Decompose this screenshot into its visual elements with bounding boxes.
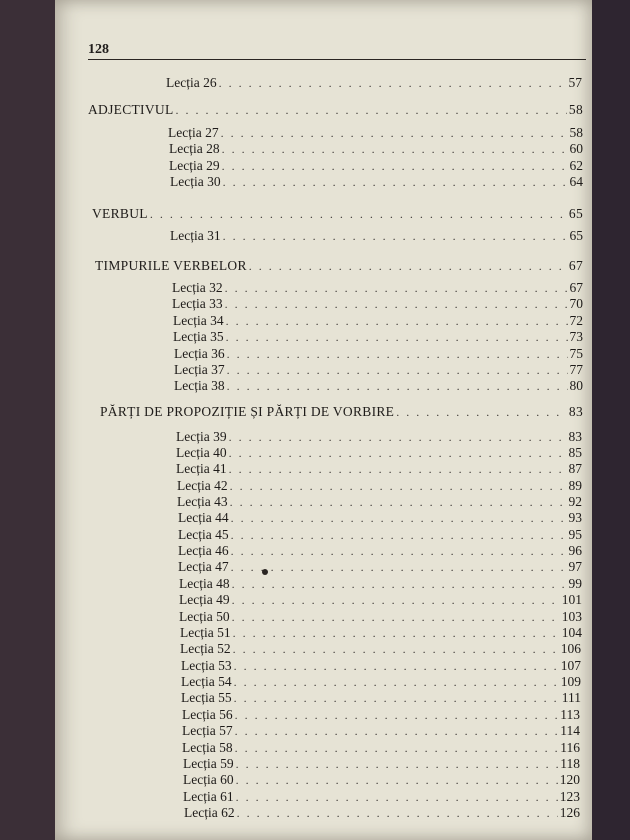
toc-lesson-entry: [172, 295, 583, 312]
toc-entry-page: 85: [568, 445, 582, 460]
toc-lesson-entry: [166, 74, 582, 91]
dot-leader: [219, 75, 567, 92]
toc-entry-label: TIMPURILE VERBELOR: [95, 258, 247, 273]
dot-leader: [176, 102, 567, 119]
dot-leader: [236, 772, 558, 789]
dot-leader: [229, 461, 567, 478]
toc-lesson-entry: [181, 689, 581, 706]
toc-entry-label: Lecția 60: [183, 772, 234, 787]
header-rule: [88, 59, 586, 60]
toc-lesson-entry: [178, 558, 582, 575]
toc-lesson-entry: [168, 124, 583, 141]
toc-entry-page: 67: [568, 258, 583, 273]
toc-entry-label: Lecția 57: [182, 723, 233, 738]
toc-entry-label: Lecția 47: [178, 559, 229, 574]
toc-entry-label: Lecția 53: [181, 658, 232, 673]
background-left: [0, 0, 55, 840]
toc-entry-page: 73: [569, 329, 583, 344]
toc-entry-page: 67: [569, 280, 583, 295]
toc-lesson-entry: [176, 428, 582, 445]
toc-entry-page: 118: [560, 756, 580, 771]
toc-entry-label: Lecția 45: [178, 527, 229, 542]
ink-spot: [262, 569, 268, 575]
toc-entry-label: Lecția 37: [174, 362, 225, 377]
toc-entry-page: 62: [569, 158, 583, 173]
toc-entry-label: VERBUL: [92, 206, 148, 221]
toc-entry-label: Lecția 52: [180, 641, 231, 656]
toc-entry-label: Lecția 43: [177, 494, 228, 509]
toc-lesson-entry: [178, 542, 582, 559]
toc-entry-label: Lecția 32: [172, 280, 223, 295]
toc-entry-page: 75: [569, 346, 583, 361]
toc-entry-label: Lecția 35: [173, 329, 224, 344]
toc-entry-label: Lecția 51: [180, 625, 231, 640]
toc-entry-page: 123: [559, 789, 580, 804]
toc-entry-page: 106: [560, 641, 581, 656]
toc-section-entry: [95, 257, 583, 274]
toc-entry-label: Lecția 49: [179, 592, 230, 607]
toc-lesson-entry: [170, 173, 583, 190]
toc-lesson-entry: [183, 755, 580, 772]
toc-lesson-entry: [184, 804, 580, 821]
dot-leader: [225, 296, 568, 313]
toc-entry-page: 104: [561, 625, 582, 640]
toc-entry-label: Lecția 59: [183, 756, 234, 771]
toc-lesson-entry: [177, 493, 582, 510]
toc-entry-page: 107: [560, 658, 581, 673]
dot-leader: [227, 378, 568, 395]
toc-lesson-entry: [182, 706, 580, 723]
toc-entry-label: ADJECTIVUL: [88, 102, 174, 117]
toc-entry-page: 109: [560, 674, 581, 689]
toc-entry-page: 101: [561, 592, 582, 607]
toc-entry-label: Lecția 46: [178, 543, 229, 558]
toc-entry-label: Lecția 39: [176, 429, 227, 444]
toc-entry-page: 116: [560, 740, 580, 755]
toc-lesson-entry: [180, 624, 582, 641]
toc-lesson-entry: [176, 460, 582, 477]
toc-entry-page: 57: [568, 75, 582, 90]
toc-entry-label: Lecția 40: [176, 445, 227, 460]
toc-entry-page: 64: [569, 174, 583, 189]
toc-lesson-entry: [179, 608, 582, 625]
toc-lesson-entry: [182, 722, 580, 739]
toc-lesson-entry: [182, 739, 580, 756]
dot-leader: [237, 805, 558, 822]
dot-leader: [235, 723, 559, 740]
toc-entry-label: Lecția 56: [182, 707, 233, 722]
toc-entry-page: 92: [568, 494, 582, 509]
toc-entry-label: Lecția 58: [182, 740, 233, 755]
toc-lesson-entry: [170, 227, 583, 244]
toc-entry-label: Lecția 48: [179, 576, 230, 591]
dot-leader: [232, 592, 560, 609]
toc-entry-page: 97: [568, 559, 582, 574]
toc-entry-label: Lecția 41: [176, 461, 227, 476]
toc-lesson-entry: [183, 771, 580, 788]
toc-lesson-entry: [172, 279, 583, 296]
toc-entry-label: Lecția 38: [174, 378, 225, 393]
toc-entry-label: Lecția 55: [181, 690, 232, 705]
toc-entry-label: Lecția 44: [178, 510, 229, 525]
toc-lesson-entry: [179, 575, 582, 592]
toc-lesson-entry: [169, 140, 583, 157]
toc-entry-label: Lecția 61: [183, 789, 234, 804]
toc-entry-page: 103: [561, 609, 582, 624]
toc-entry-label: Lecția 34: [173, 313, 224, 328]
toc-entry-page: 111: [561, 690, 581, 705]
toc-section-entry: [88, 101, 583, 118]
toc-entry-page: 65: [568, 206, 583, 221]
toc-lesson-entry: [174, 361, 583, 378]
dot-leader: [231, 559, 567, 576]
toc-entry-page: 99: [568, 576, 582, 591]
toc-entry-page: 72: [569, 313, 583, 328]
toc-lesson-entry: [181, 673, 581, 690]
toc-entry-page: 83: [568, 404, 583, 419]
toc-entry-page: 87: [568, 461, 582, 476]
toc-entry-page: 93: [568, 510, 582, 525]
toc-lesson-entry: [178, 526, 582, 543]
toc-entry-page: 120: [559, 772, 580, 787]
toc-lesson-entry: [180, 640, 581, 657]
toc-entry-page: 70: [569, 296, 583, 311]
toc-entry-label: Lecția 50: [179, 609, 230, 624]
toc-entry-page: 96: [568, 543, 582, 558]
toc-entry-page: 114: [560, 723, 580, 738]
toc-entry-page: 77: [569, 362, 583, 377]
toc-entry-label: Lecția 62: [184, 805, 235, 820]
toc-entry-label: Lecția 30: [170, 174, 221, 189]
toc-lesson-entry: [179, 591, 582, 608]
toc-entry-page: 80: [569, 378, 583, 393]
toc-entry-page: 83: [568, 429, 582, 444]
background-right: [592, 0, 630, 840]
dot-leader: [226, 329, 568, 346]
toc-section-entry: [100, 403, 583, 420]
toc-entry-page: 60: [569, 141, 583, 156]
toc-entry-label: Lecția 26: [166, 75, 217, 90]
toc-entry-page: 89: [568, 478, 582, 493]
toc-entry-page: 95: [568, 527, 582, 542]
toc-lesson-entry: [169, 157, 583, 174]
toc-entry-label: Lecția 54: [181, 674, 232, 689]
dot-leader: [249, 258, 567, 275]
toc-lesson-entry: [173, 328, 583, 345]
dot-leader: [223, 228, 568, 245]
toc-entry-label: PĂRȚI DE PROPOZIȚIE ȘI PĂRȚI DE VORBIRE: [100, 404, 395, 419]
toc-lesson-entry: [177, 477, 582, 494]
toc-lesson-entry: [174, 345, 583, 362]
dot-leader: [223, 174, 568, 191]
dot-leader: [396, 404, 567, 421]
toc-entry-page: 65: [569, 228, 583, 243]
toc-entry-label: Lecția 27: [168, 125, 219, 140]
dot-leader: [234, 690, 560, 707]
toc-lesson-entry: [181, 657, 581, 674]
toc-lesson-entry: [173, 312, 583, 329]
dot-leader: [222, 141, 568, 158]
toc-entry-label: Lecția 33: [172, 296, 223, 311]
dot-leader: [231, 510, 567, 527]
toc-section-entry: [92, 205, 583, 222]
toc-lesson-entry: [183, 788, 580, 805]
toc-entry-page: 126: [559, 805, 580, 820]
toc-lesson-entry: [178, 509, 582, 526]
book-page: [55, 0, 592, 840]
dot-leader: [150, 206, 567, 223]
page-number: 128: [88, 42, 109, 57]
toc-entry-label: Lecția 42: [177, 478, 228, 493]
dot-leader: [233, 641, 559, 658]
toc-entry-page: 58: [569, 125, 583, 140]
toc-entry-page: 113: [560, 707, 580, 722]
toc-entry-label: Lecția 29: [169, 158, 220, 173]
toc-entry-label: Lecția 36: [174, 346, 225, 361]
toc-entry-page: 58: [568, 102, 583, 117]
toc-lesson-entry: [176, 444, 582, 461]
toc-entry-label: Lecția 31: [170, 228, 221, 243]
toc-entry-label: Lecția 28: [169, 141, 220, 156]
toc-lesson-entry: [174, 377, 583, 394]
